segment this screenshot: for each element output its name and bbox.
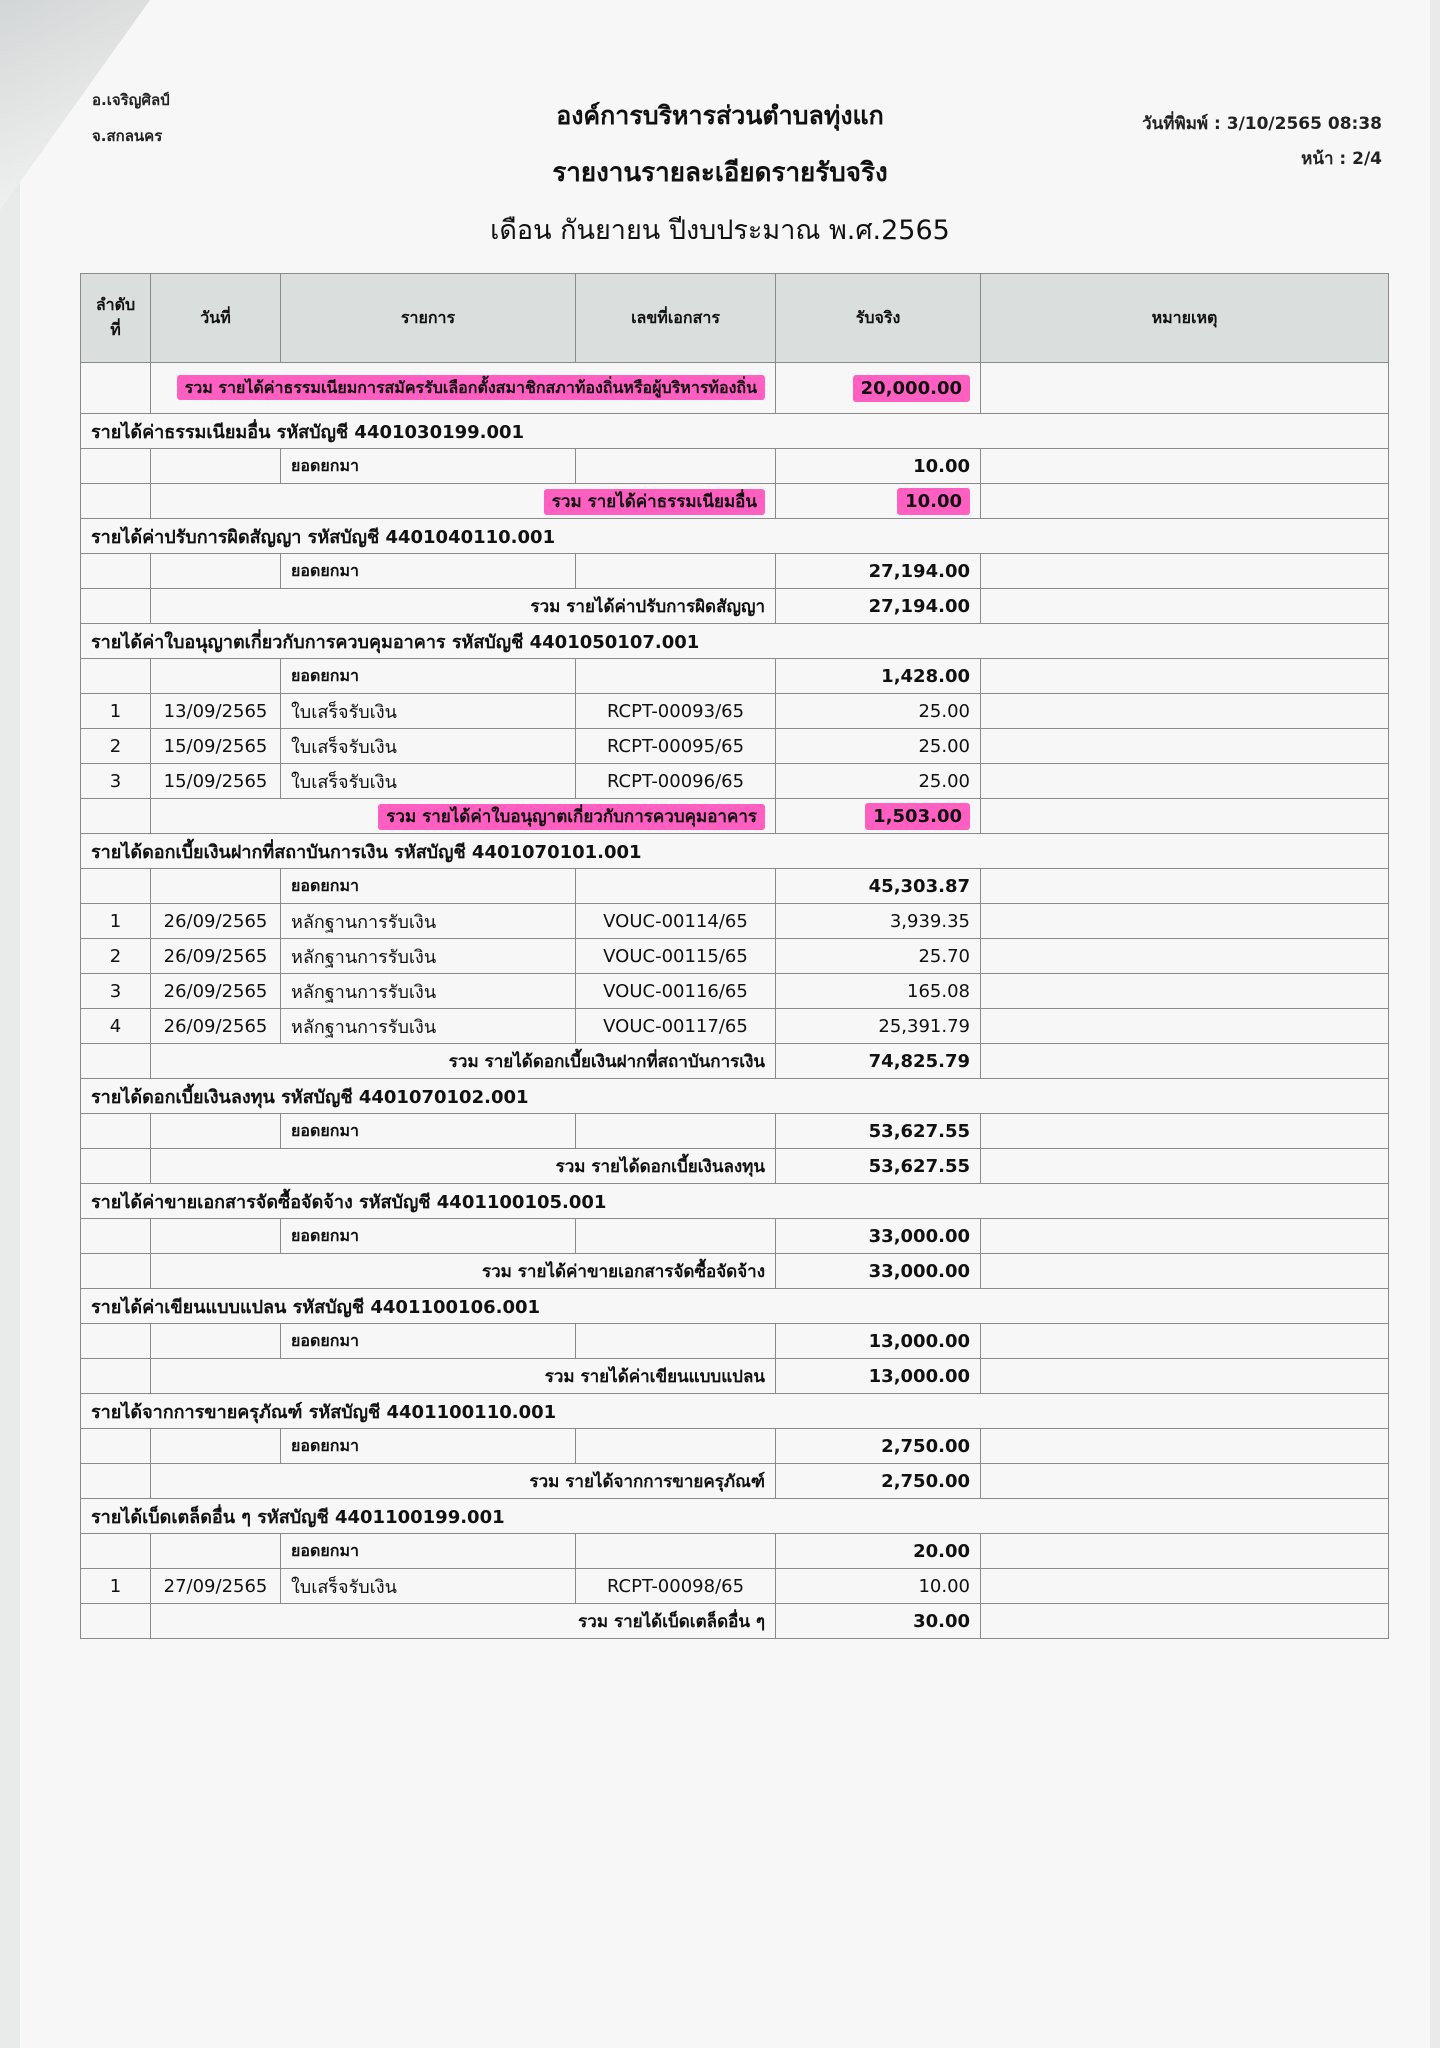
section-total-amount: 74,825.79 [868,1050,970,1072]
brought-forward-label: ยอดยกมา [291,875,359,895]
row-number: 1 [109,910,122,932]
row-number: 2 [109,735,122,757]
top-total-row [81,363,1389,414]
brought-forward-amount: 33,000.00 [868,1225,970,1247]
report-title: รายงานรายละเอียดรายรับจริง [552,158,888,188]
brought-forward-amount: 1,428.00 [881,665,970,687]
section-total-row [81,589,1389,624]
row-document-no: VOUC-00115/65 [603,945,748,967]
row-amount: 25.00 [918,700,970,722]
section-total-label: รวม รายได้ค่าธรรมเนียมอื่น [544,489,765,515]
section-total-amount: 10.00 [897,488,970,515]
row-description: หลักฐานการรับเงิน [291,981,437,1003]
row-date: 15/09/2565 [163,735,268,757]
section-title-row [81,834,1389,869]
section-title: รายได้ค่าใบอนุญาตเกี่ยวกับการควบคุมอาคาร รหัสบัญชี 4401050107.001 [91,631,700,653]
section-total-row [81,1359,1389,1394]
brought-forward-label: ยอดยกมา [291,1330,359,1350]
section-title-row [81,519,1389,554]
table-row [81,974,1389,1009]
row-description: หลักฐานการรับเงิน [291,911,437,933]
row-number: 3 [109,980,122,1002]
col-header-no: ลำดับที่ [81,274,151,363]
table-row [81,939,1389,974]
brought-forward-row [81,659,1389,694]
row-date: 27/09/2565 [163,1575,268,1597]
section-total-row [81,1464,1389,1499]
row-document-no: RCPT-00093/65 [606,700,745,722]
row-document-no: VOUC-00117/65 [603,1015,748,1037]
row-date: 13/09/2565 [163,700,268,722]
row-document-no: RCPT-00095/65 [606,735,745,757]
row-amount: 25.00 [918,770,970,792]
row-date: 26/09/2565 [163,910,268,932]
row-number: 1 [109,1575,122,1597]
section-title-row [81,624,1389,659]
section-total-label: รวม รายได้ค่าใบอนุญาตเกี่ยวกับการควบคุมอาคาร [378,804,765,830]
table-row [81,694,1389,729]
table-row [81,729,1389,764]
brought-forward-amount: 13,000.00 [868,1330,970,1352]
row-date: 15/09/2565 [163,770,268,792]
col-header-document-no: เลขที่เอกสาร [576,274,776,363]
brought-forward-row [81,1534,1389,1569]
col-header-remark: หมายเหตุ [981,274,1389,363]
section-total-row [81,1149,1389,1184]
section-title: รายได้เบ็ดเตล็ดอื่น ๆ รหัสบัญชี 4401100199.001 [91,1506,505,1528]
section-title-row [81,1499,1389,1534]
section-title-row [81,1079,1389,1114]
section-title: รายได้ดอกเบี้ยเงินฝากที่สถาบันการเงิน รหัสบัญชี 4401070101.001 [91,841,642,863]
row-document-no: VOUC-00114/65 [603,910,748,932]
row-amount: 25.00 [918,735,970,757]
section-total-label: รวม รายได้ค่าเขียนแบบแปลน [544,1366,765,1387]
row-number: 3 [109,770,122,792]
row-number: 2 [109,945,122,967]
section-total-amount: 27,194.00 [868,595,970,617]
print-date: วันที่พิมพ์ : 3/10/2565 08:38 [1142,114,1382,134]
brought-forward-row [81,1219,1389,1254]
row-description: ใบเสร็จรับเงิน [291,1576,397,1598]
col-header-description: รายการ [281,274,576,363]
brought-forward-label: ยอดยกมา [291,1225,359,1245]
brought-forward-label: ยอดยกมา [291,1435,359,1455]
row-amount: 25.70 [918,945,970,967]
section-title: รายได้ดอกเบี้ยเงินลงทุน รหัสบัญชี 4401070102.001 [91,1086,529,1108]
top-total-label: รวม รายได้ค่าธรรมเนียมการสมัครรับเลือกตั้งสมาชิกสภาท้องถิ่นหรือผู้บริหารท้องถิ่น [177,375,765,400]
row-date: 26/09/2565 [163,1015,268,1037]
district-name: อ.เจริญศิลป์ [92,91,170,109]
section-total-row [81,1604,1389,1639]
brought-forward-amount: 45,303.87 [868,875,970,897]
section-total-label: รวม รายได้จากการขายครุภัณฑ์ [529,1471,765,1492]
brought-forward-amount: 53,627.55 [868,1120,970,1142]
section-total-label: รวม รายได้เบ็ดเตล็ดอื่น ๆ [578,1611,765,1632]
brought-forward-amount: 10.00 [913,455,970,477]
section-title-row [81,1184,1389,1219]
row-description: หลักฐานการรับเงิน [291,946,437,968]
top-total-amount: 20,000.00 [853,375,970,402]
section-title: รายได้ค่าเขียนแบบแปลน รหัสบัญชี 4401100106.001 [91,1296,541,1318]
report-period: เดือน กันยายน ปีงบประมาณ พ.ศ.2565 [490,215,950,246]
row-description: หลักฐานการรับเงิน [291,1016,437,1038]
province-name: จ.สกลนคร [92,127,163,145]
table-row [81,904,1389,939]
section-total-label: รวม รายได้ดอกเบี้ยเงินฝากที่สถาบันการเงิน [448,1051,765,1072]
section-title-row [81,1289,1389,1324]
section-total-label: รวม รายได้ค่าปรับการผิดสัญญา [530,596,765,617]
row-amount: 10.00 [918,1575,970,1597]
row-document-no: RCPT-00098/65 [606,1575,745,1597]
brought-forward-amount: 27,194.00 [868,560,970,582]
row-amount: 3,939.35 [889,910,970,932]
section-total-amount: 13,000.00 [868,1365,970,1387]
section-title: รายได้จากการขายครุภัณฑ์ รหัสบัญชี 4401100110.001 [91,1401,557,1423]
section-total-row [81,799,1389,834]
row-date: 26/09/2565 [163,945,268,967]
table-row [81,1009,1389,1044]
section-title-row [81,1394,1389,1429]
section-title: รายได้ค่าปรับการผิดสัญญา รหัสบัญชี 4401040110.001 [91,526,556,548]
col-header-date: วันที่ [151,274,281,363]
section-total-label: รวม รายได้ดอกเบี้ยเงินลงทุน [555,1156,765,1177]
brought-forward-row [81,1114,1389,1149]
row-description: ใบเสร็จรับเงิน [291,701,397,723]
row-amount: 25,391.79 [878,1015,970,1037]
brought-forward-label: ยอดยกมา [291,665,359,685]
org-name: องค์การบริหารส่วนตำบลทุ่งแก [556,101,884,130]
row-amount: 165.08 [907,980,970,1002]
brought-forward-label: ยอดยกมา [291,1540,359,1560]
row-document-no: VOUC-00116/65 [603,980,748,1002]
row-number: 1 [109,700,122,722]
section-title-row [81,414,1389,449]
section-total-amount: 2,750.00 [881,1470,970,1492]
section-total-label: รวม รายได้ค่าขายเอกสารจัดซื้อจัดจ้าง [482,1261,765,1282]
brought-forward-row [81,554,1389,589]
page-number: หน้า : 2/4 [1301,149,1382,169]
section-title: รายได้ค่าขายเอกสารจัดซื้อจัดจ้าง รหัสบัญชี 4401100105.001 [91,1191,607,1213]
section-total-row [81,484,1389,519]
section-total-row [81,1044,1389,1079]
row-number: 4 [109,1015,122,1037]
row-description: ใบเสร็จรับเงิน [291,736,397,758]
brought-forward-label: ยอดยกมา [291,1120,359,1140]
brought-forward-amount: 2,750.00 [881,1435,970,1457]
row-description: ใบเสร็จรับเงิน [291,771,397,793]
brought-forward-row [81,869,1389,904]
section-total-amount: 30.00 [913,1610,970,1632]
row-document-no: RCPT-00096/65 [606,770,745,792]
table-row [81,1569,1389,1604]
table-header-row [81,274,1389,363]
brought-forward-label: ยอดยกมา [291,560,359,580]
section-total-amount: 1,503.00 [865,803,970,830]
section-total-amount: 53,627.55 [868,1155,970,1177]
brought-forward-amount: 20.00 [913,1540,970,1562]
section-total-row [81,1254,1389,1289]
brought-forward-row [81,1324,1389,1359]
brought-forward-row [81,1429,1389,1464]
row-date: 26/09/2565 [163,980,268,1002]
col-header-received: รับจริง [776,274,981,363]
revenue-ledger-table [80,273,1389,1639]
section-title: รายได้ค่าธรรมเนียมอื่น รหัสบัญชี 4401030199.001 [91,421,525,443]
section-total-amount: 33,000.00 [868,1260,970,1282]
table-row [81,764,1389,799]
brought-forward-label: ยอดยกมา [291,455,359,475]
brought-forward-row [81,449,1389,484]
